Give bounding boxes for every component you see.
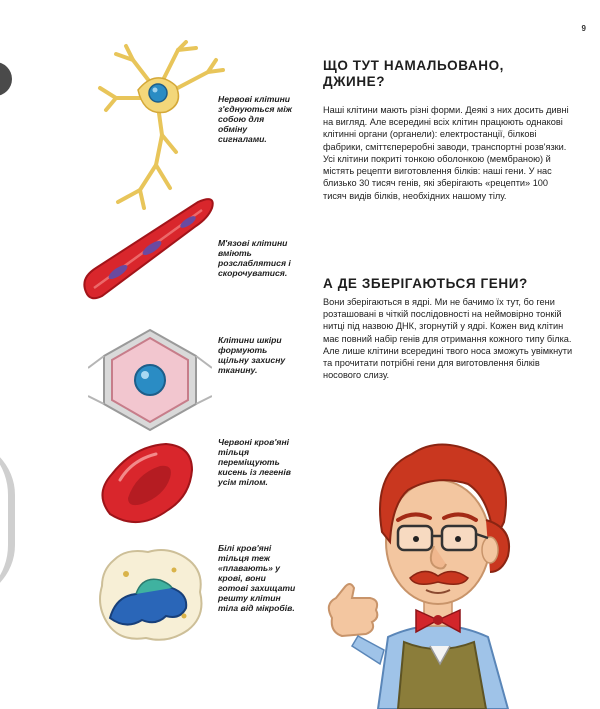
page-number: 9 [581,24,586,33]
neuron-caption: Нервові клітини з'єднуються між собою для обміну сигналами. [218,94,292,145]
professor-thumbs-up-icon [318,432,558,709]
previous-page-curve [0,440,15,600]
red-blood-caption: Червоні кров'яні тільця переміщують кисень із легенів усім тілом. [218,437,291,488]
white-blood-caption: Білі кров'яні тільця теж «плавають» у крові, вони готові захищати решту клітин тіла від мікробів. [218,543,296,614]
heading-line-1: ЩО ТУТ НАМАЛЬОВАНО, [323,58,505,73]
section-heading-what-drawn [323,58,504,89]
muscle-cell-icon [80,192,220,307]
skin-cell-icon [88,328,212,432]
section-body-what-drawn: Наші клітини мають різні форми. Деякі з них досить дивні на вигляд. Але всередині всіх клітин працюють однакові клітинні органи (органели): електростанції, білкові фабрики, сміттєпереробні заводи, транспортні розв'язки. Усі клітини покриті тонкою оболонкою (мембраною) й містять рецепти виготовлення білків: наші гени. У нас близько 30 тисяч генів, які зберігають «рецепти» 100 тисяч видів білків, необхідних нашому тілу. [323,105,569,201]
skin-caption: Клітини шкіри формують щільну захисну тканину. [218,335,286,376]
neuron-cell-icon [78,40,226,210]
red-blood-cell-icon [98,440,196,532]
heading-line-2: ДЖИНЕ? [323,73,386,89]
muscle-caption: М'язові клітини вміють розслаблятися і скорочуватися. [218,238,291,279]
white-blood-cell-icon [96,546,206,644]
section-heading-where-genes: А ДЕ ЗБЕРІГАЮТЬСЯ ГЕНИ? [323,276,528,291]
previous-page-edge [0,62,12,96]
section-body-where-genes: Вони зберігаються в ядрі. Ми не бачимо їх тут, бо гени розташовані в чіткій послідовності на неймовірно тонкій нитці під назвою ДНК, згорнутій у ядрі. Кожен вид клітин має повний набір генів для отримання кожного типу білка. Але лише клітини всередині твого носа зможуть увімкнути та прочитати потрібні гени для виготовлення білків носового слизу. [323,297,573,381]
